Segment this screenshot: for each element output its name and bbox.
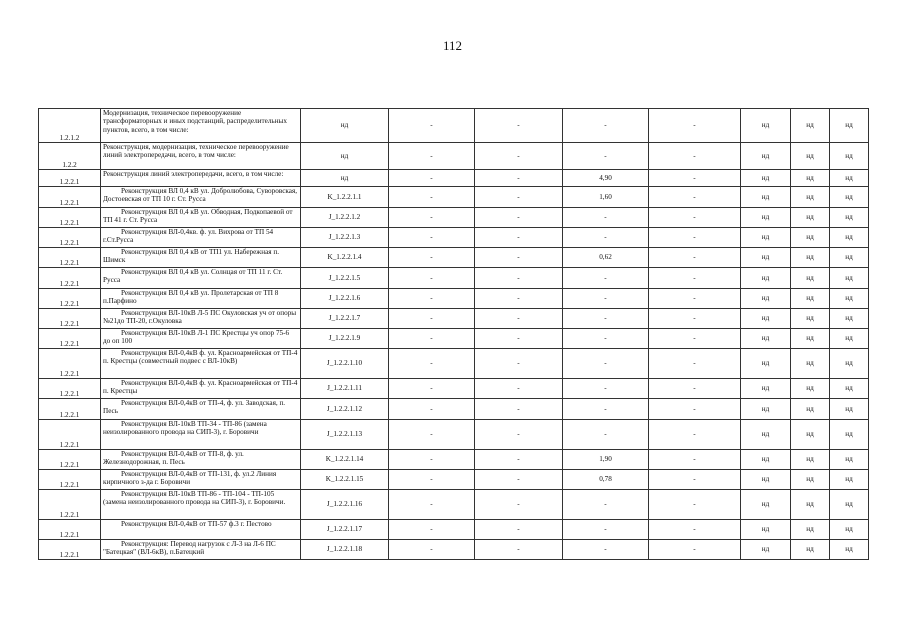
value-cell: нд [741,520,791,540]
value-cell: нд [791,248,830,268]
name-cell: Реконструкция ВЛ 0,4 кВ ул. Пролетарская от ТП 8 п.Парфино [101,289,301,309]
value-cell: нд [830,520,869,540]
value-cell: - [649,208,741,228]
value-cell: - [649,329,741,349]
id-cell: J_1.2.2.1.2 [301,208,389,228]
table-row [39,349,869,379]
value-cell: - [475,109,563,143]
value-cell: - [649,143,741,170]
value-cell: нд [830,540,869,560]
value-cell: нд [741,309,791,329]
value-cell: - [563,228,649,248]
value-cell: - [649,540,741,560]
name-cell: Реконструкция ВЛ 0,4 кВ ул. Солнцая от ТП 11 г. Ст. Русса [101,268,301,289]
table-row [39,399,869,420]
table-row [39,420,869,450]
value-cell: - [563,329,649,349]
table-row [39,289,869,309]
id-cell: J_1.2.2.1.7 [301,309,389,329]
value-cell: - [475,228,563,248]
value-cell: - [475,379,563,399]
page-number: 112 [442,38,463,53]
value-cell: - [389,143,475,170]
value-cell: - [389,540,475,560]
name-cell: Реконструкция ВЛ-0,4кВ от ТП-57 ф.3 г. Пестово [101,520,301,540]
value-cell: - [649,349,741,379]
id-cell: K_1.2.2.1.15 [301,470,389,490]
value-cell: нд [741,170,791,187]
value-cell: - [389,349,475,379]
id-cell: K_1.2.2.1.1 [301,187,389,208]
value-cell: нд [830,399,869,420]
value-cell: нд [741,349,791,379]
value-cell: - [389,208,475,228]
table-row [39,268,869,289]
value-cell: - [475,208,563,228]
value-cell: нд [741,268,791,289]
table-row [39,248,869,268]
value-cell: - [649,470,741,490]
id-cell: J_1.2.2.1.12 [301,399,389,420]
value-cell: нд [791,289,830,309]
investment-table [38,108,869,560]
value-cell: - [389,170,475,187]
name-cell: Реконструкция ВЛ-0,4кв. ф. ул. Вихрова от ТП 54 г.Ст.Русса [101,228,301,248]
value-cell: - [563,109,649,143]
value-cell: нд [830,309,869,329]
value-cell: - [389,520,475,540]
value-cell: - [389,450,475,470]
value-cell: нд [741,450,791,470]
value-cell: нд [741,399,791,420]
name-cell: Реконструкция: Перевод нагрузок с Л-3 на Л-6 ПС "Батецкая" (ВЛ-6кВ), п.Батецкий [101,540,301,560]
value-cell: нд [791,540,830,560]
value-cell: - [563,420,649,450]
table-row [39,109,869,143]
value-cell: - [389,470,475,490]
value-cell: - [389,309,475,329]
value-cell: - [563,309,649,329]
value-cell: - [389,248,475,268]
value-cell: нд [830,379,869,399]
value-cell: нд [830,289,869,309]
value-cell: - [563,349,649,379]
value-cell: - [389,228,475,248]
value-cell: нд [791,520,830,540]
value-cell: - [475,187,563,208]
table-row [39,450,869,470]
value-cell: - [649,248,741,268]
code-cell: 1.2.2.1 [39,420,101,450]
value-cell: - [389,490,475,520]
value-cell: - [563,268,649,289]
value-cell: - [563,379,649,399]
value-cell: нд [830,329,869,349]
code-cell: 1.2.2.1 [39,450,101,470]
value-cell: - [475,420,563,450]
code-cell: 1.2.2.1 [39,520,101,540]
value-cell: - [475,490,563,520]
value-cell: нд [830,450,869,470]
id-cell: J_1.2.2.1.17 [301,520,389,540]
code-cell: 1.2.2.1 [39,399,101,420]
value-cell: - [563,143,649,170]
code-cell: 1.2.2.1 [39,309,101,329]
value-cell: - [563,399,649,420]
value-cell: - [563,520,649,540]
value-cell: - [475,268,563,289]
name-cell: Реконструкция ВЛ 0,4 кВ ул. Добролюбова, Суворовская, Достоевская от ТП 10 г. Ст. Русса [101,187,301,208]
value-cell: нд [741,379,791,399]
value-cell: нд [791,143,830,170]
value-cell: - [389,420,475,450]
code-cell: 1.2.2.1 [39,228,101,248]
code-cell: 1.2.2.1 [39,208,101,228]
value-cell: - [475,170,563,187]
value-cell: - [475,470,563,490]
id-cell: нд [301,143,389,170]
value-cell: 1,90 [563,450,649,470]
code-cell: 1.2.2.1 [39,349,101,379]
value-cell: 0,78 [563,470,649,490]
value-cell: - [389,329,475,349]
table-row [39,187,869,208]
value-cell: нд [791,228,830,248]
value-cell: - [563,540,649,560]
value-cell: нд [791,379,830,399]
name-cell: Реконструкция ВЛ-10кВ ТП-34 - ТП-86 (замена неизолированного провода на СИП-3), г. Боровичи [101,420,301,450]
value-cell: нд [791,399,830,420]
name-cell: Реконструкция ВЛ 0,4 кВ ул. Обводная, Подкопаевой от ТП 41 г. Ст. Русса [101,208,301,228]
value-cell: нд [791,170,830,187]
value-cell: - [563,490,649,520]
value-cell: нд [830,143,869,170]
name-cell: Реконструкция ВЛ-0,4кВ ф. ул. Красноармейская от ТП-4 п. Крестцы (совместный подвес с ВЛ-10кВ) [101,349,301,379]
value-cell: нд [741,187,791,208]
value-cell: нд [741,490,791,520]
value-cell: - [649,309,741,329]
value-cell: нд [741,208,791,228]
id-cell: J_1.2.2.1.16 [301,490,389,520]
value-cell: нд [741,248,791,268]
value-cell: нд [791,309,830,329]
value-cell: - [649,420,741,450]
value-cell: - [475,450,563,470]
value-cell: - [563,208,649,228]
value-cell: - [475,289,563,309]
code-cell: 1.2.2.1 [39,329,101,349]
name-cell: Реконструкция ВЛ-10кВ Л-5 ПС Окуловская уч от опоры №21до ТП-20, г.Окуловка [101,309,301,329]
id-cell: J_1.2.2.1.6 [301,289,389,309]
code-cell: 1.2.2.1 [39,248,101,268]
name-cell: Реконструкция ВЛ 0,4 кВ от ТП1 ул. Набережная п. Шимск [101,248,301,268]
name-cell: Реконструкция, модернизация, техническое перевооружение линий электропередачи, всего, в том числе: [101,143,301,170]
name-cell: Реконструкция линий электропередачи, всего, в том числе: [101,170,301,187]
value-cell: нд [791,450,830,470]
value-cell: нд [791,109,830,143]
value-cell: - [389,109,475,143]
value-cell: - [389,379,475,399]
value-cell: 1,60 [563,187,649,208]
table-row [39,470,869,490]
id-cell: J_1.2.2.1.5 [301,268,389,289]
code-cell: 1.2.2.1 [39,187,101,208]
code-cell: 1.2.2.1 [39,470,101,490]
table-row [39,228,869,248]
value-cell: - [389,187,475,208]
value-cell: - [475,309,563,329]
value-cell: нд [741,228,791,248]
value-cell: 4,90 [563,170,649,187]
name-cell: Реконструкция ВЛ-0,4кВ от ТП-4, ф. ул. Заводская, п. Песь [101,399,301,420]
name-cell: Реконструкция ВЛ-0,4кВ от ТП-8, ф. ул. Железнодорожная, п. Песь [101,450,301,470]
table-row [39,208,869,228]
id-cell: J_1.2.2.1.18 [301,540,389,560]
value-cell: нд [830,349,869,379]
value-cell: нд [791,187,830,208]
value-cell: - [389,268,475,289]
value-cell: нд [830,470,869,490]
id-cell: J_1.2.2.1.3 [301,228,389,248]
value-cell: - [649,399,741,420]
value-cell: - [649,490,741,520]
value-cell: - [475,349,563,379]
value-cell: - [475,248,563,268]
value-cell: - [389,289,475,309]
value-cell: нд [830,248,869,268]
value-cell: - [475,540,563,560]
id-cell: нд [301,170,389,187]
value-cell: нд [791,268,830,289]
code-cell: 1.2.2.1 [39,490,101,520]
value-cell: - [649,187,741,208]
code-cell: 1.2.2.1 [39,289,101,309]
id-cell: K_1.2.2.1.14 [301,450,389,470]
table-row [39,540,869,560]
value-cell: - [475,329,563,349]
value-cell: нд [791,349,830,379]
table-row [39,143,869,170]
id-cell: K_1.2.2.1.4 [301,248,389,268]
code-cell: 1.2.2 [39,143,101,170]
id-cell: J_1.2.2.1.10 [301,349,389,379]
value-cell: 0,62 [563,248,649,268]
value-cell: нд [741,470,791,490]
name-cell: Модернизация, техническое перевооружение трансформаторных и иных подстанций, распределительных пунктов, всего, в том числе: [101,109,301,143]
value-cell: - [563,289,649,309]
value-cell: - [475,399,563,420]
value-cell: нд [741,540,791,560]
table-row [39,309,869,329]
value-cell: нд [830,228,869,248]
code-cell: 1.2.2.1 [39,379,101,399]
value-cell: нд [830,268,869,289]
value-cell: - [649,228,741,248]
value-cell: нд [830,109,869,143]
value-cell: нд [741,143,791,170]
table-row [39,520,869,540]
id-cell: J_1.2.2.1.9 [301,329,389,349]
value-cell: - [649,379,741,399]
value-cell: нд [741,329,791,349]
value-cell: - [475,520,563,540]
code-cell: 1.2.2.1 [39,170,101,187]
id-cell: J_1.2.2.1.13 [301,420,389,450]
name-cell: Реконструкция ВЛ-0,4кВ ф. ул. Красноармейская от ТП-4 п. Крестцы [101,379,301,399]
value-cell: нд [830,170,869,187]
value-cell: нд [791,208,830,228]
table-row [39,170,869,187]
value-cell: нд [830,490,869,520]
table-row [39,490,869,520]
value-cell: нд [830,208,869,228]
value-cell: нд [791,490,830,520]
table-row [39,329,869,349]
name-cell: Реконструкция ВЛ-10кВ Л-1 ПС Крестцы уч опор 75-6 до оп 100 [101,329,301,349]
value-cell: - [389,399,475,420]
name-cell: Реконструкция ВЛ-0,4кВ от ТП-131, ф. ул.2 Линия кирпичного з-да г. Боровичи [101,470,301,490]
value-cell: - [649,268,741,289]
table-row [39,379,869,399]
value-cell: нд [791,329,830,349]
name-cell: Реконструкция ВЛ-10кВ ТП-86 - ТП-104 - ТП-105 (замена неизолированного провода на СИП-3), г. Боровичи. [101,490,301,520]
code-cell: 1.2.2.1 [39,268,101,289]
value-cell: нд [830,187,869,208]
id-cell: нд [301,109,389,143]
value-cell: нд [791,470,830,490]
value-cell: нд [741,109,791,143]
value-cell: - [649,450,741,470]
value-cell: - [649,520,741,540]
value-cell: нд [791,420,830,450]
value-cell: - [475,143,563,170]
code-cell: 1.2.1.2 [39,109,101,143]
value-cell: - [649,109,741,143]
value-cell: нд [741,289,791,309]
value-cell: нд [830,420,869,450]
id-cell: J_1.2.2.1.11 [301,379,389,399]
value-cell: - [649,170,741,187]
value-cell: - [649,289,741,309]
value-cell: нд [741,420,791,450]
code-cell: 1.2.2.1 [39,540,101,560]
